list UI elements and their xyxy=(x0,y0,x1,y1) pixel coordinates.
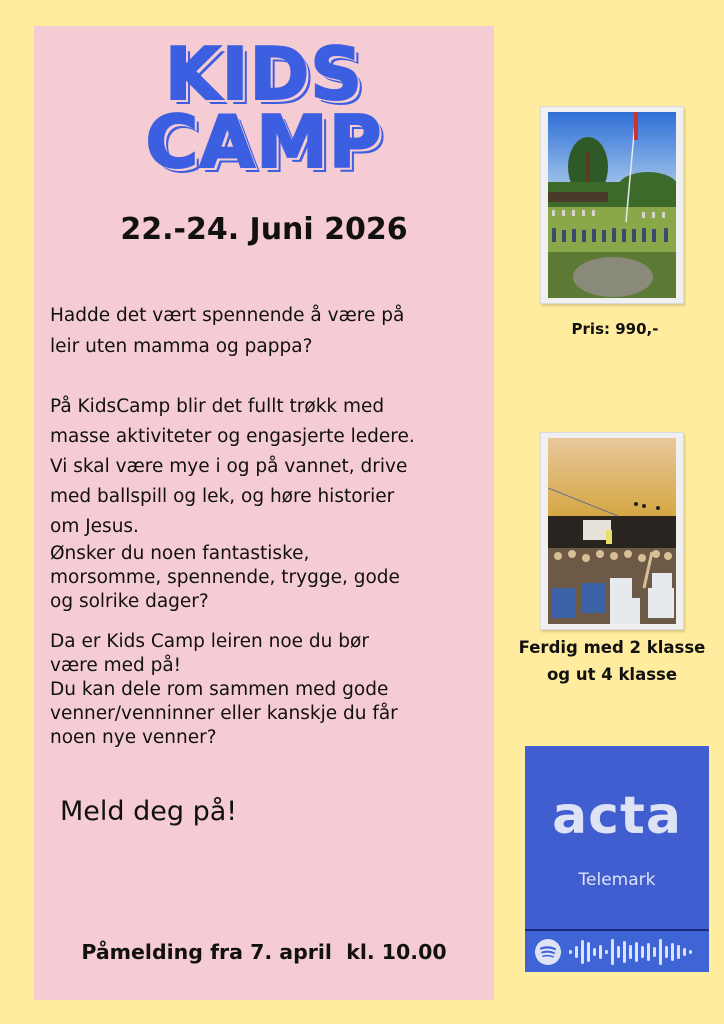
text-line: noen nye venner? xyxy=(50,727,217,748)
text-line: På KidsCamp blir det fullt trøkk med xyxy=(50,396,385,417)
activities-paragraph xyxy=(50,392,486,614)
text-line: venner/venninner eller kanskje du får xyxy=(50,703,398,724)
text-line: morsomme, spennende, trygge, gode xyxy=(50,567,400,588)
indoor-photo-image xyxy=(548,438,676,624)
age-line: og ut 4 klasse xyxy=(546,665,678,684)
text-line: Ønsker du noen fantastiske, xyxy=(50,543,310,564)
invite-paragraph xyxy=(50,630,486,750)
event-date: 22.-24. Juni 2026 xyxy=(120,212,408,247)
text-line: Vi skal være mye i og på vannet, drive xyxy=(50,456,408,477)
camp-photo-outdoor xyxy=(540,106,684,304)
acta-wordmark: acta xyxy=(552,786,682,846)
text-line: leir uten mamma og pappa? xyxy=(50,336,313,357)
text-line: med ballspill og lek, og høre historier xyxy=(50,486,395,507)
text-line: Du kan dele rom sammen med gode xyxy=(50,679,389,700)
text-line: være med på! xyxy=(50,655,182,676)
title-kids: KIDS xyxy=(164,32,364,116)
signup-heading: Meld deg på! xyxy=(60,796,238,827)
poster-panel xyxy=(34,26,494,1000)
title-camp: CAMP xyxy=(145,100,383,184)
text-line: masse aktiviteter og engasjerte ledere. xyxy=(50,426,415,447)
spotify-icon xyxy=(535,939,561,965)
price-label: Pris: 990,- xyxy=(571,320,659,338)
text-line: Hadde det vært spennende å være på xyxy=(50,305,405,326)
spotify-code-icon xyxy=(569,936,701,968)
acta-region: Telemark xyxy=(578,870,656,890)
intro-paragraph xyxy=(50,300,486,362)
age-line: Ferdig med 2 klasse xyxy=(518,638,706,657)
text-line: Da er Kids Camp leiren noe du bør xyxy=(50,631,369,652)
text-line: om Jesus. xyxy=(50,516,139,537)
outdoor-photo-image xyxy=(548,112,676,298)
acta-telemark-logo[interactable] xyxy=(525,746,709,972)
text-line: og solrike dager? xyxy=(50,591,209,612)
age-info xyxy=(500,634,724,688)
registration-info: Påmelding fra 7. april kl. 10.00 xyxy=(81,940,447,964)
camp-photo-indoor xyxy=(540,432,684,630)
spotify-code-bar[interactable] xyxy=(525,931,709,972)
